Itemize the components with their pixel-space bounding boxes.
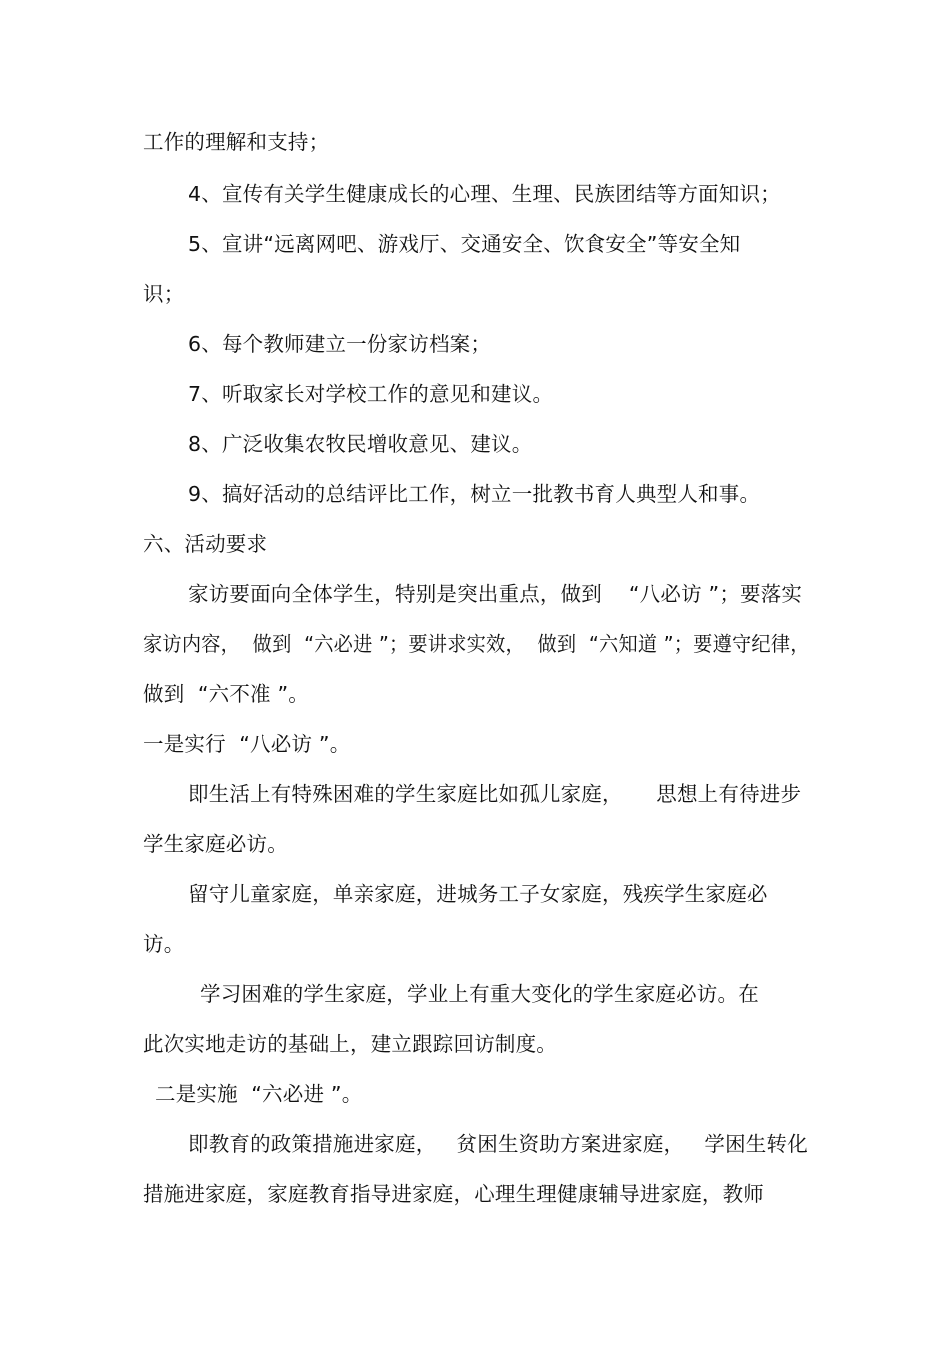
text-line: 8、广泛收集农牧民增收意见、建议。	[188, 432, 533, 456]
text-line: 即教育的政策措施进家庭， 贫困生资助方案进家庭， 学困生转化	[188, 1132, 808, 1156]
text-line: 识；	[143, 282, 185, 306]
text-line: 工作的理解和支持；	[143, 130, 330, 154]
text-line: 家访要面向全体学生，特别是突出重点，做到 “八必访 ”；要落实	[188, 582, 803, 606]
subsection-heading: 二是实施 “六必进 ”。	[155, 1082, 363, 1106]
text-line: 留守儿童家庭，单亲家庭，进城务工子女家庭，残疾学生家庭必	[188, 882, 768, 906]
text-line: 家访内容， 做到 “六必进 ”；要讲求实效， 做到 “六知道 ”；要遵守纪律，	[143, 632, 810, 656]
text-line: 做到 “六不准 ”。	[143, 682, 309, 706]
text-line: 学习困难的学生家庭，学业上有重大变化的学生家庭必访。在	[200, 982, 759, 1006]
text-line: 6、每个教师建立一份家访档案；	[188, 332, 492, 356]
subsection-heading: 一是实行 “八必访 ”。	[143, 732, 351, 756]
text-line: 措施进家庭，家庭教育指导进家庭，心理生理健康辅导进家庭，教师	[143, 1182, 764, 1206]
text-line: 7、听取家长对学校工作的意见和建议。	[188, 382, 554, 406]
text-line: 4、宣传有关学生健康成长的心理、生理、民族团结等方面知识；	[188, 182, 781, 206]
section-heading: 六、活动要求	[143, 532, 268, 556]
text-line: 访。	[143, 932, 185, 956]
text-line: 学生家庭必访。	[143, 832, 288, 856]
text-line: 即生活上有特殊困难的学生家庭比如孤儿家庭， 思想上有待进步	[188, 782, 802, 806]
text-line: 此次实地走访的基础上，建立跟踪回访制度。	[143, 1032, 557, 1056]
text-line: 9、搞好活动的总结评比工作，树立一批教书育人典型人和事。	[188, 482, 761, 506]
text-line: 5、宣讲“远离网吧、游戏厅、交通安全、饮食安全”等安全知	[188, 232, 741, 256]
